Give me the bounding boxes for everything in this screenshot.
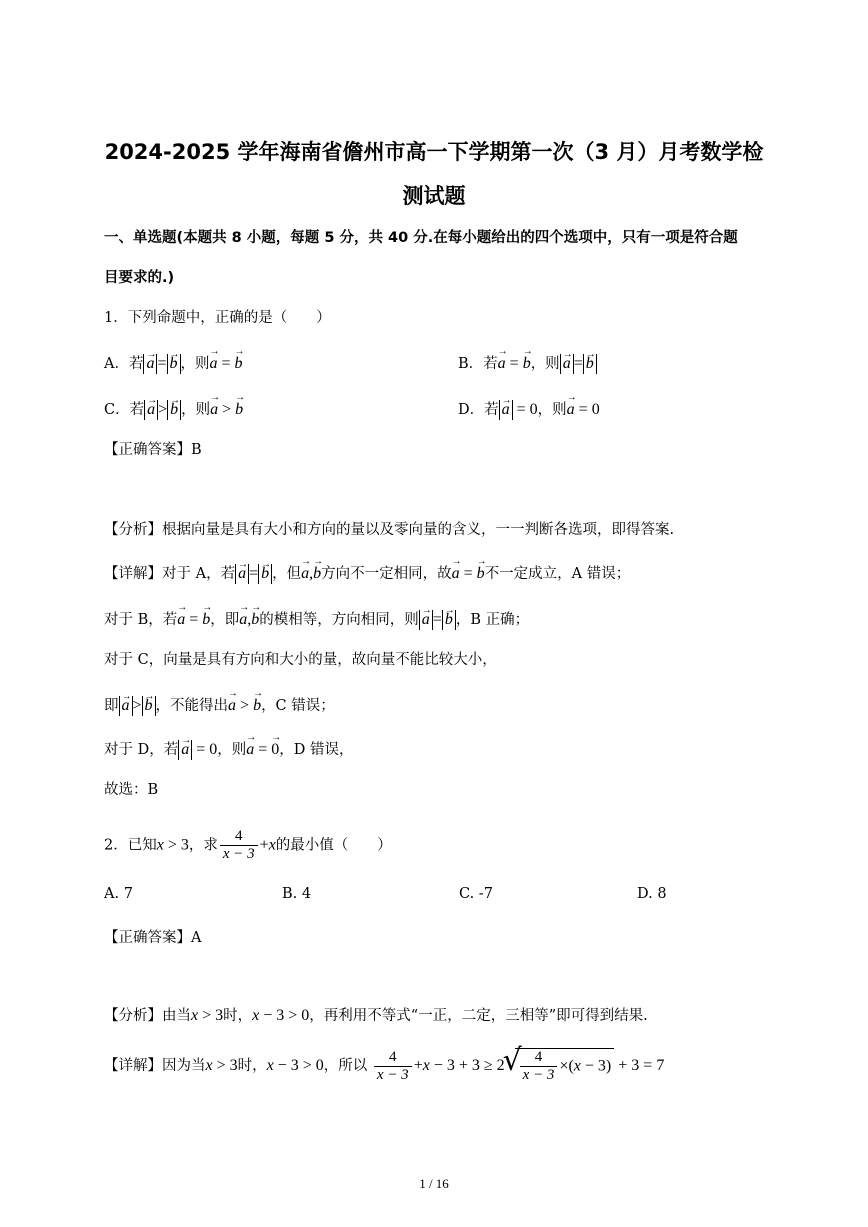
q2-option-a: A. 7 — [104, 886, 133, 902]
q2-answer: 【正确答案】A — [104, 930, 202, 946]
title-line-1: 2024-2025 学年海南省儋州市高一下学期第一次（3 月）月考数学检 — [104, 140, 764, 164]
q2-option-b: B. 4 — [282, 886, 312, 902]
question-2-stem: 2．已知x > 3，求 $\frac{4}{x - 3}$ +x的最小值（ ） — [104, 828, 392, 862]
q1-option-c: C．若→ a >→ b ，则→ a > → b — [104, 398, 243, 420]
q2-analysis: 【分析】由当x > 3时，x − 3 > 0，再利用不等式“一正，二定，三相等”即可得到结果. — [104, 1007, 648, 1024]
question-1-stem: 1．下列命题中，正确的是（ ） — [104, 310, 331, 326]
section-header-line-1: 一、单选题(本题共 8 小题，每题 5 分，共 40 分.在每小题给出的四个选项中，只有一项是符合题 — [104, 230, 738, 246]
q1-choose: 故选：B — [104, 782, 159, 798]
page-number: 1 / 16 — [419, 1176, 449, 1191]
q2-detail: 【详解】因为当x > 3时，x − 3 > 0，所以 $\frac{4}{x - 3}$ +x − 3 + 3 ≥ 2 √ $\frac{4}{x - 3}$ ×(x − 3) + 3 = 7 — [104, 1048, 664, 1084]
q1-detail-line-2: 对于 B，若→ a = → b，即→ a,→ b的模相等，方向相同，则→ a =→ b ，B 正确； — [104, 608, 529, 630]
q1-detail-line-1: 【详解】对于 A，若→ a =→ b ，但→ a,→ b方向不一定相同，故→ a = → b不一定成立，A 错误； — [104, 562, 630, 584]
q1-detail-line-4: 即→ a >→ b ，不能得出→ a > → b，C 错误； — [104, 694, 335, 716]
q1-option-b: B．若→ a = → b，则→ a =→ b — [458, 352, 597, 374]
q2-option-d: D. 8 — [637, 886, 667, 902]
q1-answer: 【正确答案】B — [104, 442, 202, 458]
q1-option-a: A．若→ a =→ b ，则→ a = → b — [104, 352, 243, 374]
q1-detail-line-5: 对于 D，若→ a = 0，则→ a = → 0，D 错误， — [104, 738, 354, 760]
q1-detail-line-3: 对于 C，向量是具有方向和大小的量，故向量不能比较大小， — [104, 652, 497, 668]
q2-option-c: C. -7 — [459, 886, 493, 902]
q1-analysis: 【分析】根据向量是具有大小和方向的量以及零向量的含义，一一判断各选项，即得答案. — [104, 522, 675, 538]
section-header-line-2: 目要求的.) — [104, 270, 175, 286]
title-line-2: 测试题 — [402, 184, 466, 208]
q1-option-d: D．若→ a = 0，则→ a = 0 — [458, 398, 600, 420]
